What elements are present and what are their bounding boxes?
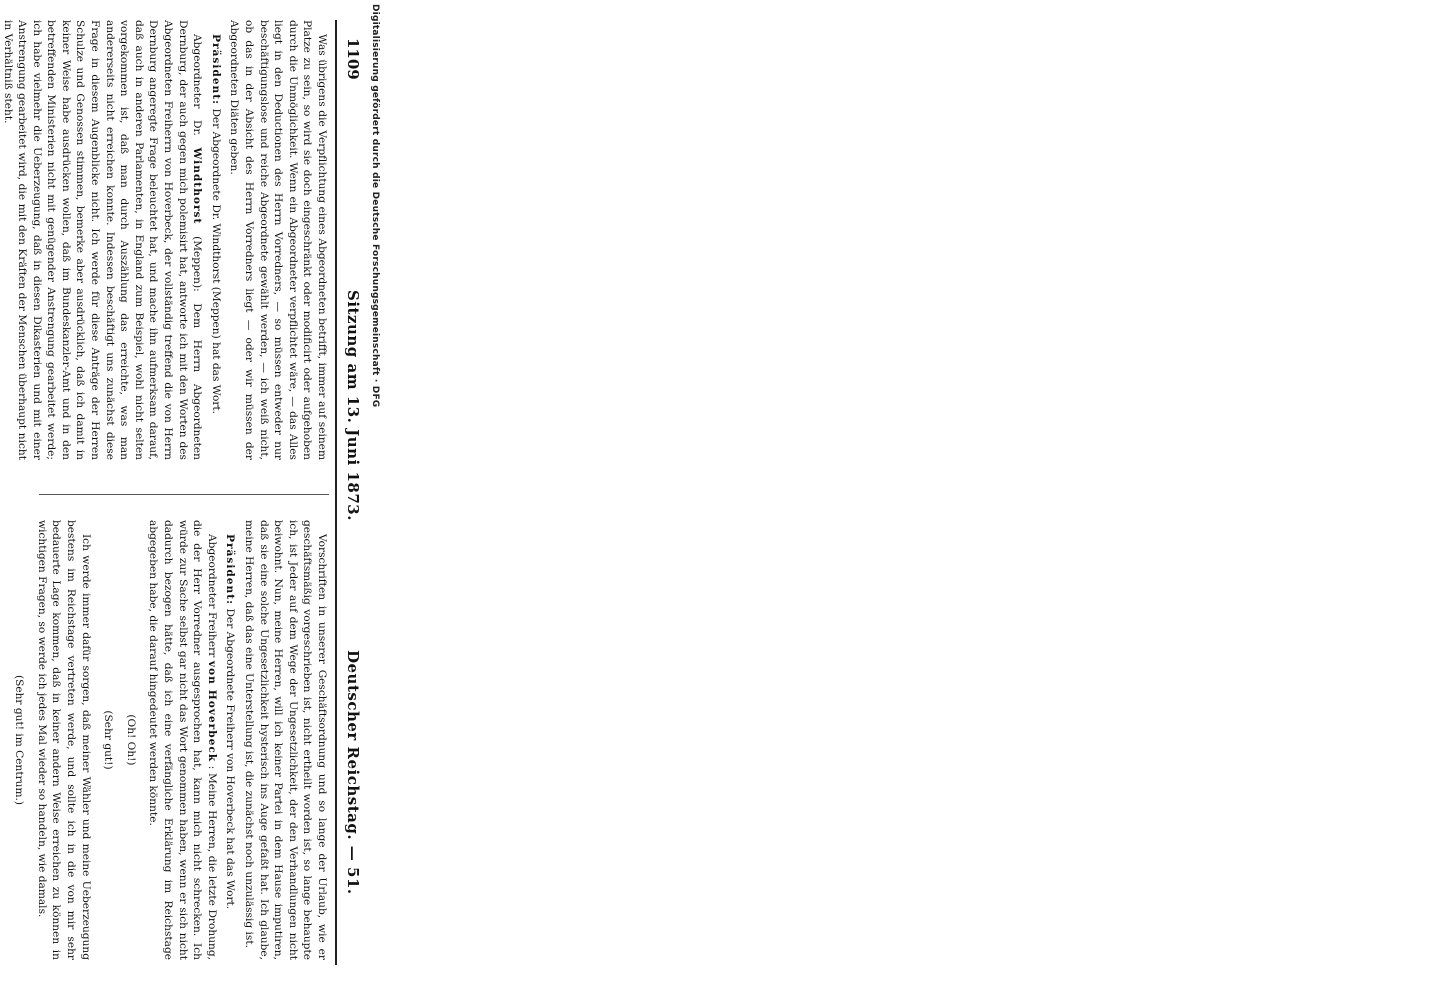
column-divider xyxy=(39,494,329,495)
page-header xyxy=(334,0,364,1000)
digitization-credit: Digitalisierung gefördert durch die Deutsche Forschungsgemeinschaft · DFG xyxy=(370,4,380,408)
paragraph-text: (Meppen): Dem Herrn Abgeordneten Dernburg, der auch gegen mich polemisirt hat, antworte ich mit den Worten des Abgeordneten Freiherrn von Hoverbeck, der vollständig treffend die von Herrn Dernburg angeregte Frage beleuchtet hat, und mache ihn aufmerksam darauf, daß auch in anderen Parlamenten, in England zum Beispiel, wohl nicht selten vorgekommen ist, daß man durch Auszählung das erreichte, was man andererseits nicht erreichen konnte. Indessen beschäftigt uns zunächst diese Frage in diesem Augenblicke nicht. Ich werde für diese Anträge der Herren Schulze und Genossen stimmen, bemerke aber ausdrücklich, daß ich damit in keiner Weise habe ausdrücken wollen, daß im Bundeskanzler-Amt und in den betreffenden Ministerien nicht mit genügender Anstrengung gearbeitet werde; ich habe vielmehr die Ueberzeugung, daß in diesen Dikasterien und mit einer Anstrengung gearbeitet wird, die mit den Kräften der Menschen überhaupt nicht in Verhältniß steht. xyxy=(1,20,204,461)
speaker-label: Präsident: xyxy=(224,534,237,606)
journal-title: Deutscher Reichstag. — 51. xyxy=(344,650,362,895)
header-rule xyxy=(335,20,337,965)
speaker-intro: Abgeordneter Freiherr xyxy=(205,534,218,658)
paragraph xyxy=(208,20,223,460)
paragraph xyxy=(146,520,219,960)
page-number: 1109 xyxy=(344,38,362,80)
speaker-label: von Hoverbeck xyxy=(205,660,218,763)
interjection: (Oh! Oh!) xyxy=(124,714,137,766)
paragraph xyxy=(223,520,238,960)
interjection: (Sehr gut! im Centrum.) xyxy=(13,674,26,806)
paragraph: Was übrigens die Verpflichtung eines Abgeordneten betrifft, immer auf seinem Platze zu sein, so wird sie doch eingeschränkt oder modificirt oder aufgehoben durch die Unmöglichkeit. Wenn ein Abgeordneter verpflichtet wäre, — das Alles liegt in den Deductionen des Herrn Vorredners, — so müssen entweder nur beschäftigungslose und reiche Abgeordnete gewählt werden, — ich weiß nicht, ob das in der Absicht des Herrn Vorredners liegt — oder wir müssen der Abgeordneten Diäten geben. xyxy=(228,20,328,460)
session-title: Sitzung am 13. Juni 1873. xyxy=(344,290,362,521)
paragraph-text: : Meine Herren, die letzte Drohung, die der Herr Vorredner ausgesprochen hat, kann mich nicht schrecken. Ich würde zur Sache selbst gar nicht das Wort genommen haben, wenn er sich nicht dadurch bezogen hätte, daß ich eine verfängliche Erklärung im Reichstage abgegeben habe, die darauf hingedeutet werden könnte. xyxy=(147,520,218,960)
right-column xyxy=(13,520,329,960)
speaker-intro: Abgeordneter Dr. xyxy=(191,34,204,136)
speaker-label: Präsident: xyxy=(209,34,222,106)
paragraph: Ich werde immer dafür sorgen, daß meiner Wähler und meine Ueberzeugung bestens im Reichstage vertreten werde, und sollte ich in die von mir sehr bedauerte Lage kommen, daß in keiner andern Weise erreichen zu können in wichtigen Fragen, so werde ich jedes Mal wieder so handeln, wie damals. xyxy=(35,520,92,960)
paragraph-text: Der Abgeordnete Dr. Windthorst (Meppen) hat das Wort. xyxy=(209,108,222,415)
left-column xyxy=(1,20,329,461)
speaker-label: Windthorst xyxy=(191,147,204,225)
paragraph xyxy=(0,20,204,460)
interjection: (Sehr gut!) xyxy=(102,710,115,770)
paragraph-text: Der Abgeordnete Freiherr von Hoverbeck hat das Wort. xyxy=(224,608,237,910)
paragraph: Vorschriften in unserer Geschäftsordnung und so lange der Urlaub, wie er geschäftsmäßig vorgeschrieben ist, nicht ertheilt worden ist, so lange behaupte ich, ist Jeder auf dem Wege der Ungesetzlichkeit, der den Verhandlungen nicht beiwohnt. Nun, meine Herren, will ich keiner Partei in dem Hause imputiren, daß sie eine solche Ungesetzlichkeit hysterisch ins Auge gefaßt hat. Ich glaube, meine Herren, daß das eine Unterstellung ist, die zunächst noch unzulässig ist. xyxy=(243,520,328,960)
